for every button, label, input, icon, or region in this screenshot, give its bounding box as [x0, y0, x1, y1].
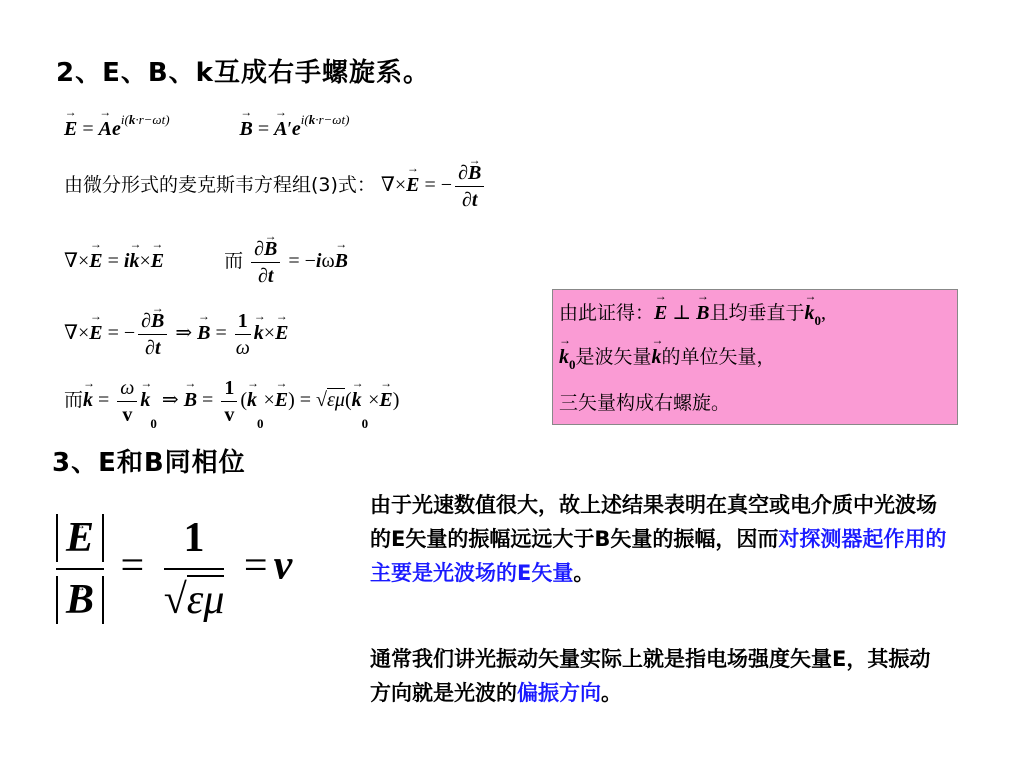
curl-equations: ∇×→ E = i→ k×→ E 而 $\frac{\partial\to B}{\partial t}$ = −iω→ B: [64, 236, 348, 289]
highlight-text-2: 偏振方向: [517, 681, 601, 705]
ratio-equation: → E → B = $\frac{1}{√\varepsilon\mu}$ = v: [56, 508, 292, 630]
conclusion-line-2: → $k_0$是波矢量→ k的单位矢量，: [559, 342, 776, 369]
conclusion-line-3: 三矢量构成右螺旋。: [559, 392, 731, 414]
conclusion-box: [552, 289, 958, 425]
paragraph-1: 由于光速数值很大，故上述结果表明在真空或电介质中光波场的E矢量的振幅远远大于B矢量的振幅，因而对探测器起作用的主要是光波场的E矢量。: [370, 493, 947, 585]
maxwell-label: 由微分形式的麦克斯韦方程组(3)式：: [64, 174, 376, 197]
highlight-text-1: 对探测器起作用的主要是光波场的E矢量: [370, 527, 947, 585]
conclusion-line-1: 由此证得：→ E ⊥ → B且均垂直于→ $k_0$,: [559, 298, 826, 325]
k-relation-equation: 而→ k = $\frac{\omega}{v}$ → $k_0$ ⇒ → B = $\frac{1}{v}$ (→ $k_0\times\to E) = √\varepsilon\mu(\to k_0\times\to E)$: [64, 375, 399, 428]
wave-equations: → E = → $Ae^{i(k\cdot r-\omega t)} \to B$ = → $A'e^{i(k\cdot r-\omega t)}$: [64, 118, 349, 141]
paragraph-2: 通常我们讲光振动矢量实际上就是指电场强度矢量E，其振动方向就是光波的偏振方向。: [370, 647, 931, 705]
and-text: 而: [224, 250, 244, 273]
section-heading-2: 2、E、B、k互成右手螺旋系。: [56, 58, 430, 88]
maxwell-equation: 由微分形式的麦克斯韦方程组(3)式： ∇×→ E = − $\frac{\partial\to B}{\partial t}$: [64, 160, 487, 213]
section-heading-3: 3、E和B同相位: [52, 448, 246, 478]
b-relation-equation: ∇×→ E = − $\frac{\partial\to B}{\partial t}$ ⇒ → B = $\frac{1}{\omega}$ → k×→ E: [64, 308, 288, 361]
